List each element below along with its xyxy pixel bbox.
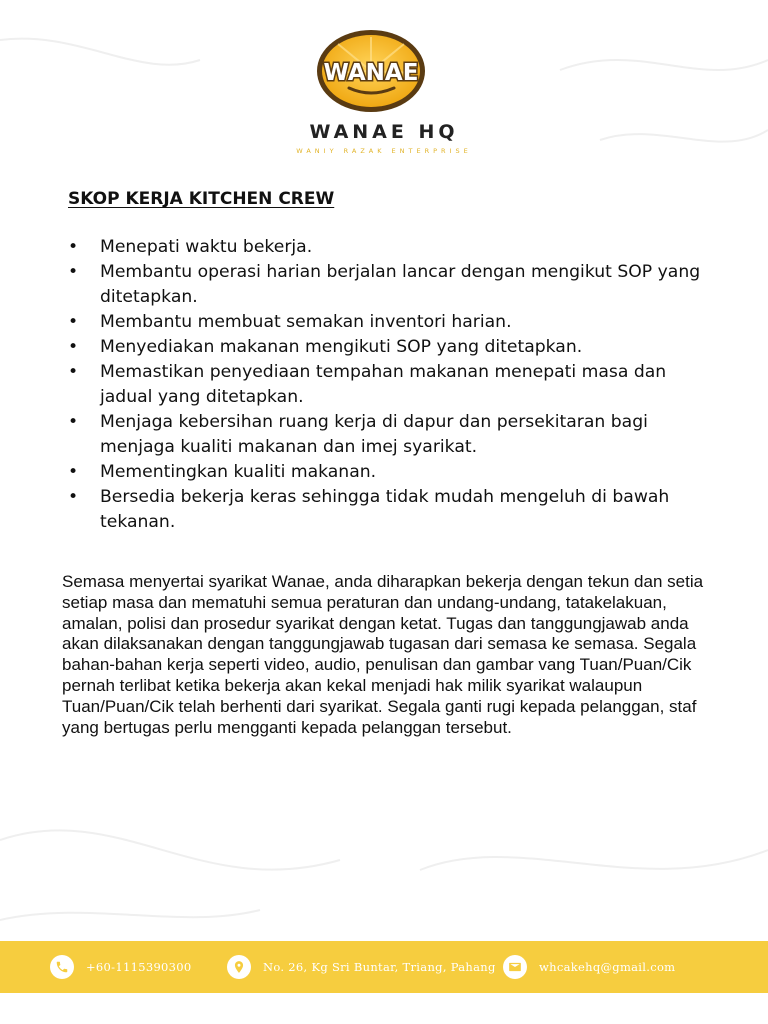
footer-address[interactable] xyxy=(227,941,496,993)
bullet-icon: • xyxy=(68,462,79,482)
list-item xyxy=(68,460,708,485)
list-item-text: Bersedia bekerja keras sehingga tidak mudah mengeluh di bawah tekanan. xyxy=(100,487,670,532)
list-item-text: Mementingkan kualiti makanan. xyxy=(100,462,377,482)
list-item-text: Menepati waktu bekerja. xyxy=(100,237,313,257)
list-item xyxy=(68,335,708,360)
list-item xyxy=(68,310,708,335)
phone-icon xyxy=(50,955,74,979)
brand-subtitle: WANIY RAZAK ENTERPRISE xyxy=(296,147,472,155)
bullet-icon: • xyxy=(68,362,79,382)
list-item-text: Menjaga kebersihan ruang kerja di dapur dan persekitaran bagi menjaga kualiti makanan dan imej syarikat. xyxy=(100,412,648,457)
bullet-icon: • xyxy=(68,337,79,357)
brand-title: WANAE HQ xyxy=(309,121,459,143)
list-item-text: Menyediakan makanan mengikuti SOP yang ditetapkan. xyxy=(100,337,583,357)
mail-icon xyxy=(503,955,527,979)
footer-address-text: No. 26, Kg Sri Buntar, Triang, Pahang xyxy=(263,960,496,974)
terms-paragraph: Semasa menyertai syarikat Wanae, anda diharapkan bekerja dengan tekun dan setia setiap masa dan mematuhi semua peraturan dan undang-undang, tatakelakuan, amalan, polisi dan prosedur syarikat dengan ketat. Tugas dan tanggungjawab anda akan dilaksanakan dengan tanggungjawab tugasan dari semasa ke semasa. Segala bahan-bahan kerja seperti video, audio, penulisan dan gambar vang Tuan/Puan/Cik pernah terlibat ketika bekerja akan kekal menjadi hak milik syarikat walaupun Tuan/Puan/Cik telah berhenti dari syarikat. Segala ganti rugi kepada pelanggan, staf yang bertugas perlu mengganti kepada pelanggan tersebut. xyxy=(62,572,704,737)
footer-phone[interactable] xyxy=(50,941,192,993)
list-item xyxy=(68,235,708,260)
scope-heading: SKOP KERJA KITCHEN CREW xyxy=(68,189,335,209)
bullet-icon: • xyxy=(68,312,79,332)
list-item-text: Memastikan penyediaan tempahan makanan menepati masa dan jadual yang ditetapkan. xyxy=(100,362,667,407)
location-pin-icon xyxy=(227,955,251,979)
list-item-text: Membantu operasi harian berjalan lancar dengan mengikut SOP yang ditetapkan. xyxy=(100,262,701,307)
bullet-icon: • xyxy=(68,237,79,257)
footer-phone-text: +60-1115390300 xyxy=(86,960,192,974)
bullet-icon: • xyxy=(68,412,79,432)
list-item xyxy=(68,260,708,310)
list-item xyxy=(68,485,708,535)
logo-text: WANAE xyxy=(323,60,419,86)
footer-email[interactable] xyxy=(503,941,675,993)
wanae-logo xyxy=(314,28,428,114)
list-item-text: Membantu membuat semakan inventori harian. xyxy=(100,312,512,332)
bullet-icon: • xyxy=(68,262,79,282)
bullet-icon: • xyxy=(68,487,79,507)
contact-footer xyxy=(0,941,768,993)
list-item xyxy=(68,410,708,460)
footer-email-text: whcakehq@gmail.com xyxy=(539,960,676,974)
scope-list xyxy=(68,235,708,535)
list-item xyxy=(68,360,708,410)
